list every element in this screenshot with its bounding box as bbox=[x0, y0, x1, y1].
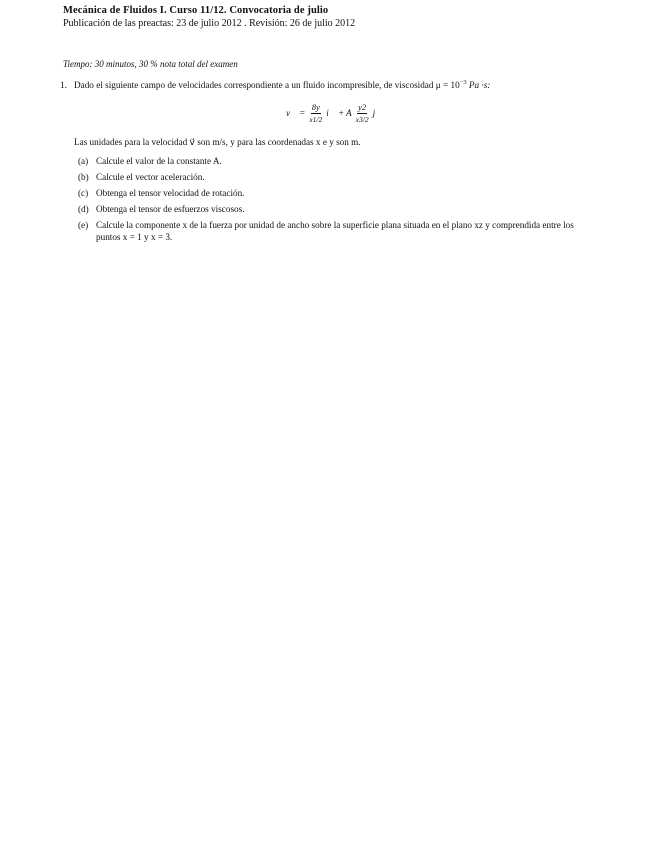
item-label: (e) bbox=[78, 220, 89, 230]
item-label: (d) bbox=[78, 204, 89, 214]
item-text: Obtenga el tensor velocidad de rotación. bbox=[96, 188, 245, 198]
list-item bbox=[78, 187, 598, 199]
velocity-equation bbox=[284, 100, 404, 126]
unit-vector-j: j⃗ bbox=[372, 108, 383, 118]
fraction-2-denominator: x3/2 bbox=[355, 114, 369, 124]
list-item bbox=[78, 155, 598, 167]
fraction-1 bbox=[309, 103, 322, 124]
item-label: (c) bbox=[78, 188, 89, 198]
viscosity-exponent: −3 bbox=[459, 78, 467, 86]
item-text: Calcule la componente x de la fuerza por unidad de ancho sobre la superficie plana situada en el plano xz y comprendida entre los puntos x = 1 y x = 3. bbox=[96, 220, 574, 242]
document-subtitle: Publicación de las preactas: 23 de julio 2012 . Revisión: 26 de julio 2012 bbox=[63, 18, 356, 29]
fraction-2-numerator: y2 bbox=[358, 101, 367, 112]
problem-statement bbox=[60, 79, 600, 91]
document-header bbox=[63, 4, 643, 30]
fraction-1-denominator: x1/2 bbox=[309, 114, 323, 124]
item-text: Obtenga el tensor de esfuerzos viscosos. bbox=[96, 204, 245, 214]
item-label: (b) bbox=[78, 172, 89, 182]
list-item bbox=[78, 219, 598, 243]
units-note: Las unidades para la velocidad v⃗ son m/s, y para las coordenadas x e y son m. bbox=[74, 137, 361, 147]
document-title: Mecánica de Fluidos I. Curso 11/12. Convocatoria de julio bbox=[63, 5, 329, 16]
exam-meta: Tiempo: 30 minutos, 30 % nota total del examen bbox=[63, 59, 238, 69]
fraction-2 bbox=[356, 103, 369, 124]
list-item bbox=[78, 203, 598, 215]
viscosity-units: Pa ·s: bbox=[466, 80, 491, 90]
item-label: (a) bbox=[78, 156, 89, 166]
sub-questions-list bbox=[78, 155, 598, 247]
problem-intro: Dado el siguiente campo de velocidades correspondiente a un fluido incompresible, de viscosidad $\mu = 10^{-3}$ Pa ·s: bbox=[74, 78, 491, 90]
fraction-1-numerator: 8y bbox=[311, 101, 320, 112]
item-text: Calcule el vector aceleración. bbox=[96, 172, 205, 182]
unit-vector-i-term: i⃗ + A bbox=[326, 108, 352, 118]
equation-lhs: v⃗ = bbox=[286, 108, 306, 118]
item-text: Calcule el valor de la constante A. bbox=[96, 156, 222, 166]
problem-number: 1. bbox=[60, 80, 67, 90]
list-item bbox=[78, 171, 598, 183]
